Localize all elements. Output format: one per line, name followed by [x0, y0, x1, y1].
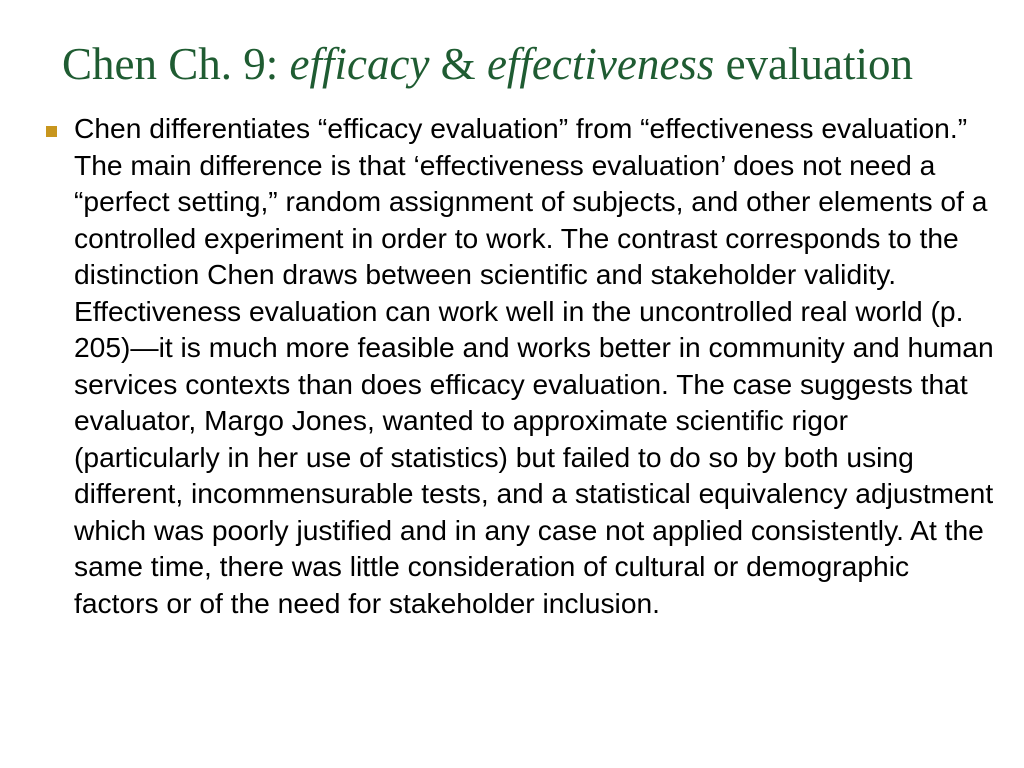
title-prefix: Chen Ch. 9:: [62, 39, 290, 89]
bullet-item: [46, 110, 996, 621]
title-suffix: evaluation: [714, 39, 913, 89]
bullet-list: [46, 110, 996, 621]
title-term-efficacy: efficacy: [289, 39, 430, 89]
slide-title: [62, 38, 913, 90]
square-bullet-icon: [46, 126, 57, 137]
title-term-effectiveness: effectiveness: [486, 39, 715, 89]
title-joiner: &: [429, 39, 487, 89]
bullet-text: Chen differentiates “efficacy evaluation” from “effectiveness evaluation.” The main difference is that ‘effectiveness evaluation’ does not need a “perfect setting,” random assignment of subjects, and other elements of a controlled experiment in order to work. The contrast corresponds to the distinction Chen draws between scientific and stakeholder validity. Effectiveness evaluation can work well in the uncontrolled real world (p. 205)—it is much more feasible and works better in community and human services contexts than does efficacy evaluation. The case suggests that evaluator, Margo Jones, wanted to approximate scientific rigor (particularly in her use of statistics) but failed to do so by both using different, incommensurable tests, and a statistical equivalency adjustment which was poorly justified and in any case not applied consistently. At the same time, there was little consideration of cultural or demographic factors or of the need for stakeholder inclusion.: [74, 112, 994, 619]
